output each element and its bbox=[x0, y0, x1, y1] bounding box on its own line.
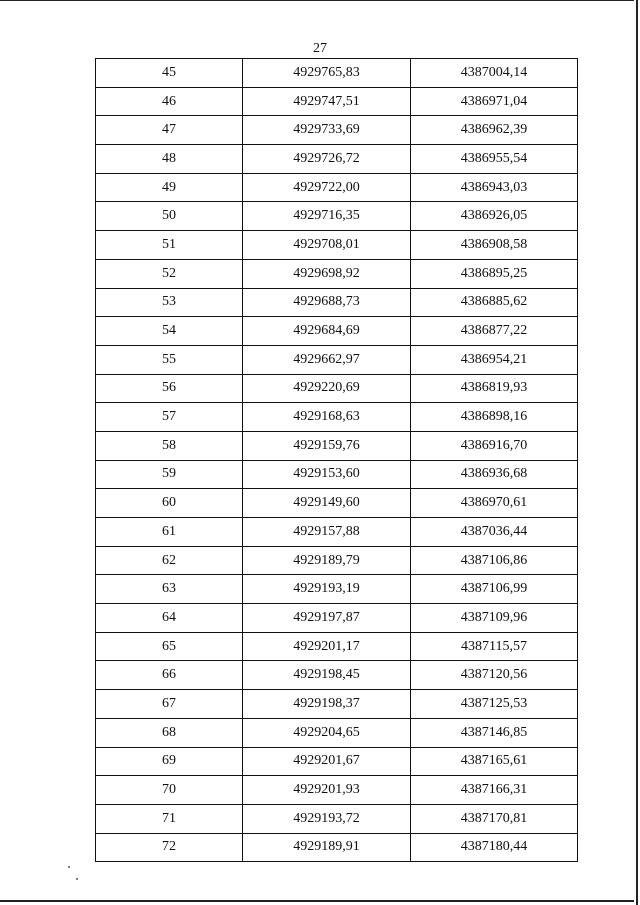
table-row bbox=[96, 374, 578, 403]
y-coordinate-cell: 4387146,85 bbox=[411, 718, 578, 747]
x-coordinate-cell: 4929662,97 bbox=[243, 345, 411, 374]
x-coordinate-cell: 4929688,73 bbox=[243, 288, 411, 317]
table-row bbox=[96, 59, 578, 88]
y-coordinate-cell: 4387115,57 bbox=[411, 632, 578, 661]
coordinates-table-body bbox=[96, 59, 578, 862]
y-coordinate-cell: 4387165,61 bbox=[411, 747, 578, 776]
table-row bbox=[96, 173, 578, 202]
point-number-cell: 72 bbox=[96, 833, 243, 862]
x-coordinate-cell: 4929204,65 bbox=[243, 718, 411, 747]
table-row bbox=[96, 288, 578, 317]
table-row bbox=[96, 431, 578, 460]
point-number-cell: 70 bbox=[96, 776, 243, 805]
x-coordinate-cell: 4929149,60 bbox=[243, 489, 411, 518]
y-coordinate-cell: 4386819,93 bbox=[411, 374, 578, 403]
table-row bbox=[96, 87, 578, 116]
scan-border-bottom bbox=[0, 900, 634, 902]
x-coordinate-cell: 4929716,35 bbox=[243, 202, 411, 231]
table-row bbox=[96, 575, 578, 604]
x-coordinate-cell: 4929765,83 bbox=[243, 59, 411, 88]
x-coordinate-cell: 4929722,00 bbox=[243, 173, 411, 202]
scan-speck bbox=[68, 866, 70, 868]
table-row bbox=[96, 833, 578, 862]
table-row bbox=[96, 202, 578, 231]
x-coordinate-cell: 4929193,72 bbox=[243, 804, 411, 833]
y-coordinate-cell: 4386970,61 bbox=[411, 489, 578, 518]
y-coordinate-cell: 4386962,39 bbox=[411, 116, 578, 145]
point-number-cell: 63 bbox=[96, 575, 243, 604]
x-coordinate-cell: 4929189,91 bbox=[243, 833, 411, 862]
table-row bbox=[96, 403, 578, 432]
x-coordinate-cell: 4929198,37 bbox=[243, 690, 411, 719]
point-number-cell: 68 bbox=[96, 718, 243, 747]
y-coordinate-cell: 4386895,25 bbox=[411, 259, 578, 288]
point-number-cell: 67 bbox=[96, 690, 243, 719]
y-coordinate-cell: 4386971,04 bbox=[411, 87, 578, 116]
point-number-cell: 51 bbox=[96, 231, 243, 260]
point-number-cell: 58 bbox=[96, 431, 243, 460]
table-row bbox=[96, 518, 578, 547]
point-number-cell: 45 bbox=[96, 59, 243, 88]
x-coordinate-cell: 4929153,60 bbox=[243, 460, 411, 489]
y-coordinate-cell: 4387004,14 bbox=[411, 59, 578, 88]
point-number-cell: 56 bbox=[96, 374, 243, 403]
x-coordinate-cell: 4929198,45 bbox=[243, 661, 411, 690]
point-number-cell: 69 bbox=[96, 747, 243, 776]
point-number-cell: 47 bbox=[96, 116, 243, 145]
y-coordinate-cell: 4387125,53 bbox=[411, 690, 578, 719]
y-coordinate-cell: 4386926,05 bbox=[411, 202, 578, 231]
y-coordinate-cell: 4386943,03 bbox=[411, 173, 578, 202]
table-row bbox=[96, 145, 578, 174]
table-row bbox=[96, 718, 578, 747]
x-coordinate-cell: 4929189,79 bbox=[243, 546, 411, 575]
point-number-cell: 53 bbox=[96, 288, 243, 317]
y-coordinate-cell: 4387180,44 bbox=[411, 833, 578, 862]
x-coordinate-cell: 4929684,69 bbox=[243, 317, 411, 346]
point-number-cell: 59 bbox=[96, 460, 243, 489]
x-coordinate-cell: 4929201,93 bbox=[243, 776, 411, 805]
y-coordinate-cell: 4386908,58 bbox=[411, 231, 578, 260]
y-coordinate-cell: 4387036,44 bbox=[411, 518, 578, 547]
x-coordinate-cell: 4929197,87 bbox=[243, 604, 411, 633]
y-coordinate-cell: 4387170,81 bbox=[411, 804, 578, 833]
x-coordinate-cell: 4929733,69 bbox=[243, 116, 411, 145]
point-number-cell: 46 bbox=[96, 87, 243, 116]
y-coordinate-cell: 4387109,96 bbox=[411, 604, 578, 633]
table-row bbox=[96, 259, 578, 288]
y-coordinate-cell: 4386885,62 bbox=[411, 288, 578, 317]
y-coordinate-cell: 4386936,68 bbox=[411, 460, 578, 489]
table-row bbox=[96, 116, 578, 145]
table-row bbox=[96, 804, 578, 833]
y-coordinate-cell: 4386877,22 bbox=[411, 317, 578, 346]
point-number-cell: 57 bbox=[96, 403, 243, 432]
y-coordinate-cell: 4387166,31 bbox=[411, 776, 578, 805]
point-number-cell: 50 bbox=[96, 202, 243, 231]
table-row bbox=[96, 776, 578, 805]
x-coordinate-cell: 4929168,63 bbox=[243, 403, 411, 432]
point-number-cell: 64 bbox=[96, 604, 243, 633]
table-row bbox=[96, 460, 578, 489]
point-number-cell: 66 bbox=[96, 661, 243, 690]
point-number-cell: 54 bbox=[96, 317, 243, 346]
x-coordinate-cell: 4929159,76 bbox=[243, 431, 411, 460]
table-row bbox=[96, 661, 578, 690]
point-number-cell: 52 bbox=[96, 259, 243, 288]
y-coordinate-cell: 4387120,56 bbox=[411, 661, 578, 690]
x-coordinate-cell: 4929201,67 bbox=[243, 747, 411, 776]
point-number-cell: 62 bbox=[96, 546, 243, 575]
coordinates-table bbox=[95, 58, 578, 862]
table-row bbox=[96, 747, 578, 776]
x-coordinate-cell: 4929708,01 bbox=[243, 231, 411, 260]
scan-speck bbox=[76, 878, 78, 880]
point-number-cell: 60 bbox=[96, 489, 243, 518]
y-coordinate-cell: 4386954,21 bbox=[411, 345, 578, 374]
table-row bbox=[96, 489, 578, 518]
scan-border-top bbox=[0, 0, 634, 1]
x-coordinate-cell: 4929157,88 bbox=[243, 518, 411, 547]
table-row bbox=[96, 632, 578, 661]
y-coordinate-cell: 4386898,16 bbox=[411, 403, 578, 432]
point-number-cell: 48 bbox=[96, 145, 243, 174]
y-coordinate-cell: 4386916,70 bbox=[411, 431, 578, 460]
x-coordinate-cell: 4929220,69 bbox=[243, 374, 411, 403]
x-coordinate-cell: 4929193,19 bbox=[243, 575, 411, 604]
point-number-cell: 55 bbox=[96, 345, 243, 374]
table-row bbox=[96, 546, 578, 575]
point-number-cell: 49 bbox=[96, 173, 243, 202]
x-coordinate-cell: 4929201,17 bbox=[243, 632, 411, 661]
y-coordinate-cell: 4387106,99 bbox=[411, 575, 578, 604]
page-number: 27 bbox=[313, 41, 327, 56]
table-row bbox=[96, 690, 578, 719]
scan-border-right bbox=[636, 0, 638, 905]
point-number-cell: 61 bbox=[96, 518, 243, 547]
table-row bbox=[96, 604, 578, 633]
y-coordinate-cell: 4387106,86 bbox=[411, 546, 578, 575]
x-coordinate-cell: 4929698,92 bbox=[243, 259, 411, 288]
y-coordinate-cell: 4386955,54 bbox=[411, 145, 578, 174]
point-number-cell: 71 bbox=[96, 804, 243, 833]
table-row bbox=[96, 345, 578, 374]
x-coordinate-cell: 4929747,51 bbox=[243, 87, 411, 116]
x-coordinate-cell: 4929726,72 bbox=[243, 145, 411, 174]
point-number-cell: 65 bbox=[96, 632, 243, 661]
table-row bbox=[96, 231, 578, 260]
table-row bbox=[96, 317, 578, 346]
